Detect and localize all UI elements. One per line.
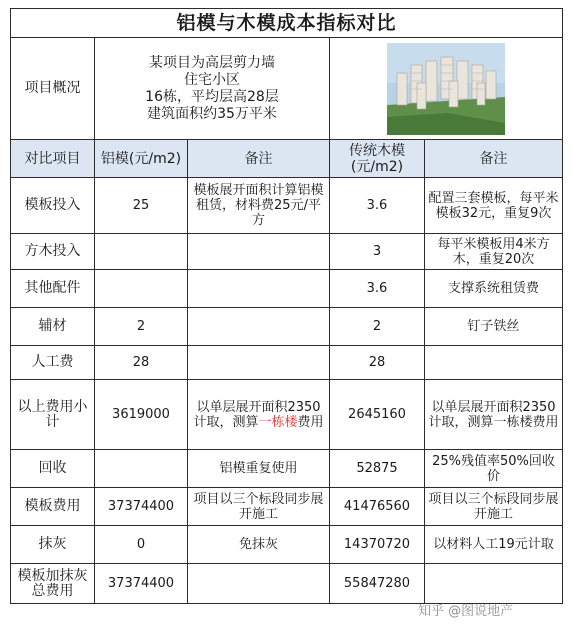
title-row xyxy=(11,9,563,38)
row-item: 模板加抹灰总费用 xyxy=(11,564,95,604)
row-item: 辅材 xyxy=(11,308,95,346)
overview-label: 项目概况 xyxy=(11,38,95,140)
row-item: 抹灰 xyxy=(11,526,95,564)
table-row xyxy=(11,488,563,526)
row-wood-note: 配置三套模板，每平米模板32元，重复9次 xyxy=(425,178,563,234)
row-alu: 37374400 xyxy=(95,488,188,526)
row-item: 模板投入 xyxy=(11,178,95,234)
row-wood-note xyxy=(425,564,563,604)
overview-row xyxy=(11,38,563,140)
row-alu-note xyxy=(188,234,330,270)
row-wood-note: 以材料人工19元计取 xyxy=(425,526,563,564)
row-alu: 0 xyxy=(95,526,188,564)
row-wood-note: 项目以三个标段同步展开施工 xyxy=(425,488,563,526)
overview-line: 建筑面积约35万平米 xyxy=(147,105,277,122)
table-row xyxy=(11,234,563,270)
table-title: 铝模与木模成本指标对比 xyxy=(11,9,563,38)
row-wood: 2645160 xyxy=(330,380,425,450)
row-item: 模板费用 xyxy=(11,488,95,526)
highlight-text: 一栋楼 xyxy=(258,414,298,430)
row-alu xyxy=(95,270,188,308)
header-alu: 铝模(元/m2) xyxy=(95,140,188,178)
row-alu: 3619000 xyxy=(95,380,188,450)
watermark xyxy=(418,600,513,619)
row-wood-note: 25%残值率50%回收价 xyxy=(425,450,563,488)
row-alu-note xyxy=(188,270,330,308)
row-wood: 3.6 xyxy=(330,178,425,234)
row-wood: 55847280 xyxy=(330,564,425,604)
row-alu-note xyxy=(188,380,330,450)
row-item: 其他配件 xyxy=(11,270,95,308)
row-wood: 2 xyxy=(330,308,425,346)
row-item: 以上费用小计 xyxy=(11,380,95,450)
row-alu xyxy=(95,234,188,270)
row-wood-note: 每平米模板用4米方木，重复20次 xyxy=(425,234,563,270)
row-alu-note xyxy=(188,564,330,604)
row-item: 回收 xyxy=(11,450,95,488)
row-wood: 41476560 xyxy=(330,488,425,526)
row-alu-note xyxy=(188,346,330,380)
table-row xyxy=(11,450,563,488)
row-alu: 25 xyxy=(95,178,188,234)
row-alu-note: 铝模重复使用 xyxy=(188,450,330,488)
row-wood: 52875 xyxy=(330,450,425,488)
row-item: 方木投入 xyxy=(11,234,95,270)
row-wood: 3 xyxy=(330,234,425,270)
row-item: 人工费 xyxy=(11,346,95,380)
row-alu: 28 xyxy=(95,346,188,380)
table-row xyxy=(11,178,563,234)
header-wood: 传统木模(元/m2) xyxy=(330,140,425,178)
row-alu-note: 免抹灰 xyxy=(188,526,330,564)
row-alu: 37374400 xyxy=(95,564,188,604)
row-wood: 14370720 xyxy=(330,526,425,564)
comparison-table xyxy=(10,8,563,604)
header-row xyxy=(11,140,563,178)
note-text: 费用 xyxy=(297,414,324,430)
row-wood-note: 钉子铁丝 xyxy=(425,308,563,346)
overview-line: 16栋，平均层高28层 xyxy=(145,88,279,105)
table-row xyxy=(11,380,563,450)
header-alu-note: 备注 xyxy=(188,140,330,178)
residential-towers-image xyxy=(387,43,505,135)
row-alu-note: 项目以三个标段同步展开施工 xyxy=(188,488,330,526)
row-wood-note: 以单层展开面积2350计取，测算一栋楼费用 xyxy=(425,380,563,450)
table-row xyxy=(11,564,563,604)
table-row xyxy=(11,346,563,380)
header-wood-note: 备注 xyxy=(425,140,563,178)
project-photo xyxy=(330,38,563,140)
row-alu-note xyxy=(188,308,330,346)
overview-text xyxy=(95,38,330,140)
row-alu: 2 xyxy=(95,308,188,346)
row-wood: 28 xyxy=(330,346,425,380)
row-wood: 3.6 xyxy=(330,270,425,308)
header-item: 对比项目 xyxy=(11,140,95,178)
row-wood-note xyxy=(425,346,563,380)
row-alu xyxy=(95,450,188,488)
row-alu-note: 模板展开面积计算铝模租赁，材料费25元/平方 xyxy=(188,178,330,234)
table-row xyxy=(11,270,563,308)
cost-comparison-sheet xyxy=(10,8,562,604)
table-row xyxy=(11,526,563,564)
overview-line: 某项目为高层剪力墙 xyxy=(149,54,275,71)
table-row xyxy=(11,308,563,346)
row-wood-note: 支撑系统租赁费 xyxy=(425,270,563,308)
watermark-text: 知乎 @图说地产 xyxy=(418,604,514,619)
note-text: 以单层展开面积2350计取，测算 xyxy=(193,399,321,430)
overview-line: 住宅小区 xyxy=(184,71,240,88)
